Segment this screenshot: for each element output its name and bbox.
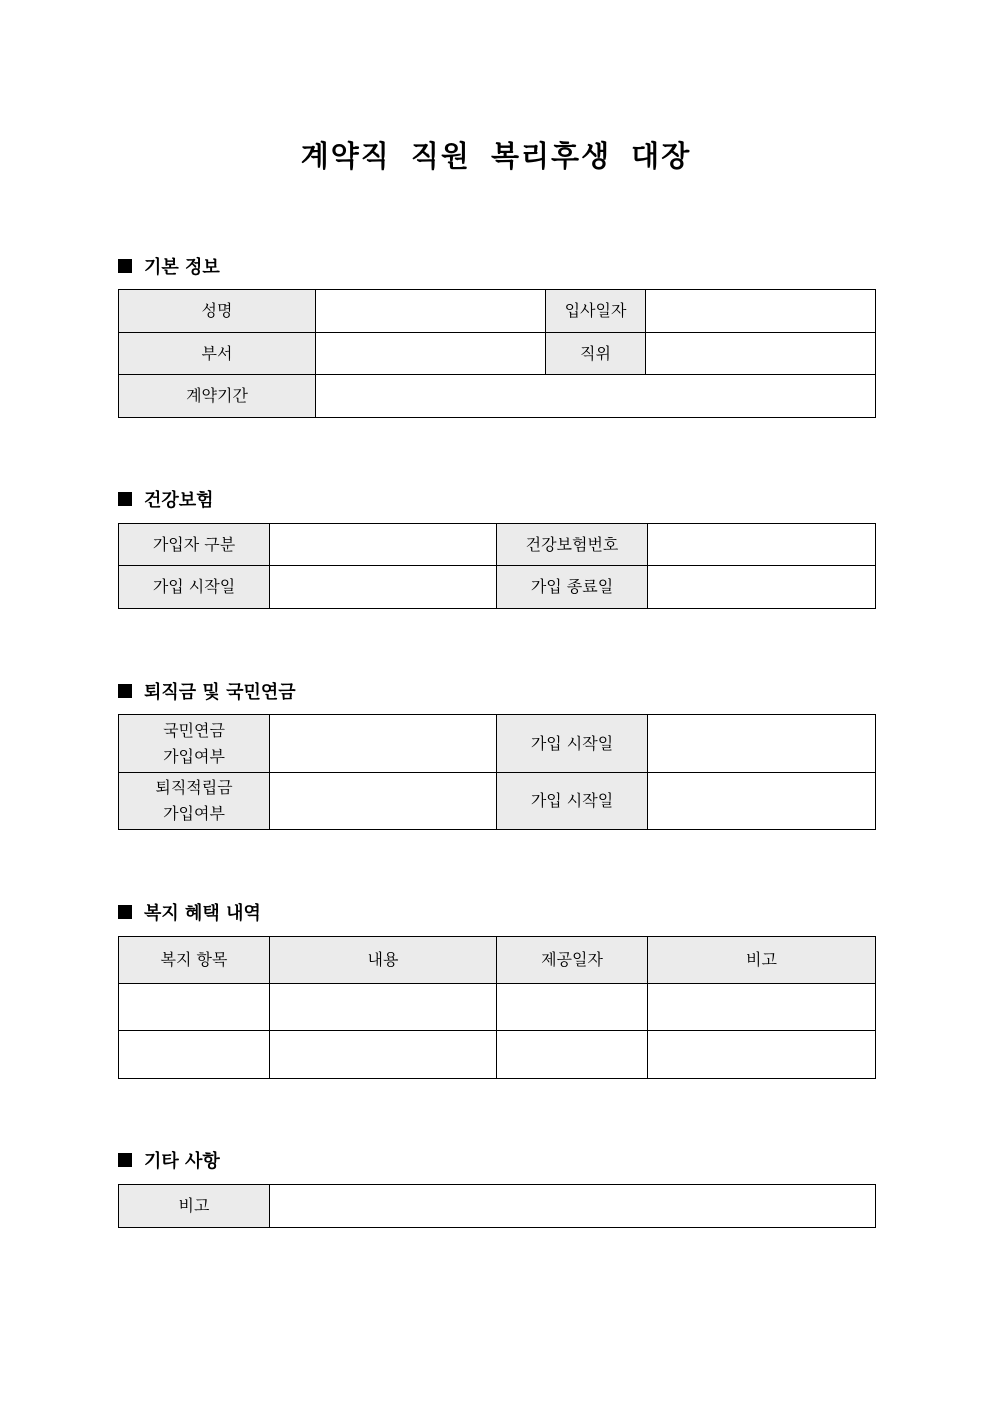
- column-header-content: 내용: [270, 937, 497, 984]
- insurance-number-field[interactable]: [648, 524, 876, 566]
- column-header-remarks: 비고: [648, 937, 876, 984]
- welfare-date-field[interactable]: [497, 984, 648, 1031]
- pension-joined-field[interactable]: [270, 715, 497, 773]
- table-row: [119, 566, 876, 609]
- hire-date-label: 입사일자: [546, 290, 646, 333]
- position-field[interactable]: [646, 333, 876, 375]
- health-end-date-field[interactable]: [648, 566, 876, 609]
- section-heading-welfare: [118, 899, 261, 925]
- subscriber-type-label: 가입자 구분: [119, 524, 270, 566]
- retirement-joined-field[interactable]: [270, 773, 497, 830]
- basic-info-table: [118, 289, 876, 418]
- remarks-label: 비고: [119, 1185, 270, 1228]
- pension-table: [118, 714, 876, 830]
- page-title: 계약직 직원 복리후생 대장: [300, 139, 692, 173]
- welfare-content-field[interactable]: [270, 984, 497, 1031]
- table-row: [119, 715, 876, 773]
- table-row: [119, 1185, 876, 1228]
- column-header-date: 제공일자: [497, 937, 648, 984]
- welfare-remarks-field[interactable]: [648, 1031, 876, 1079]
- position-label: 직위: [546, 333, 646, 375]
- insurance-number-label: 건강보험번호: [497, 524, 648, 566]
- welfare-item-field[interactable]: [119, 1031, 270, 1079]
- retirement-joined-label: 퇴직적립금 가입여부: [119, 773, 270, 830]
- department-field[interactable]: [316, 333, 546, 375]
- square-bullet-icon: [118, 1153, 132, 1167]
- health-start-date-label: 가입 시작일: [119, 566, 270, 609]
- section-heading-pension-label: 퇴직금 및 국민연금: [144, 682, 296, 703]
- section-heading-health-label: 건강보험: [144, 490, 214, 511]
- section-heading-other: [118, 1147, 220, 1173]
- name-field[interactable]: [316, 290, 546, 333]
- health-end-date-label: 가입 종료일: [497, 566, 648, 609]
- other-table: [118, 1184, 876, 1228]
- hire-date-field[interactable]: [646, 290, 876, 333]
- pension-joined-label: 국민연금 가입여부: [119, 715, 270, 773]
- table-row: [119, 375, 876, 418]
- name-label: 성명: [119, 290, 316, 333]
- square-bullet-icon: [118, 492, 132, 506]
- square-bullet-icon: [118, 259, 132, 273]
- section-heading-other-label: 기타 사항: [144, 1151, 220, 1172]
- square-bullet-icon: [118, 684, 132, 698]
- table-row: [119, 333, 876, 375]
- table-row: [119, 524, 876, 566]
- welfare-content-field[interactable]: [270, 1031, 497, 1079]
- department-label: 부서: [119, 333, 316, 375]
- table-row: [119, 773, 876, 830]
- subscriber-type-field[interactable]: [270, 524, 497, 566]
- section-heading-basic-label: 기본 정보: [144, 257, 220, 278]
- pension-start-field[interactable]: [648, 715, 876, 773]
- table-row: [119, 984, 876, 1031]
- contract-period-label: 계약기간: [119, 375, 316, 418]
- section-heading-health: [118, 486, 214, 512]
- health-insurance-table: [118, 523, 876, 609]
- section-heading-pension: [118, 678, 296, 704]
- health-start-date-field[interactable]: [270, 566, 497, 609]
- welfare-item-field[interactable]: [119, 984, 270, 1031]
- welfare-table: [118, 936, 876, 1079]
- retirement-start-field[interactable]: [648, 773, 876, 830]
- table-row: [119, 1031, 876, 1079]
- section-heading-basic: [118, 253, 220, 279]
- table-header-row: [119, 937, 876, 984]
- retirement-start-label: 가입 시작일: [497, 773, 648, 830]
- table-row: [119, 290, 876, 333]
- remarks-field[interactable]: [270, 1185, 876, 1228]
- contract-period-field[interactable]: [316, 375, 876, 418]
- section-heading-welfare-label: 복지 혜택 내역: [144, 903, 261, 924]
- square-bullet-icon: [118, 905, 132, 919]
- welfare-date-field[interactable]: [497, 1031, 648, 1079]
- column-header-item: 복지 항목: [119, 937, 270, 984]
- welfare-remarks-field[interactable]: [648, 984, 876, 1031]
- pension-start-label: 가입 시작일: [497, 715, 648, 773]
